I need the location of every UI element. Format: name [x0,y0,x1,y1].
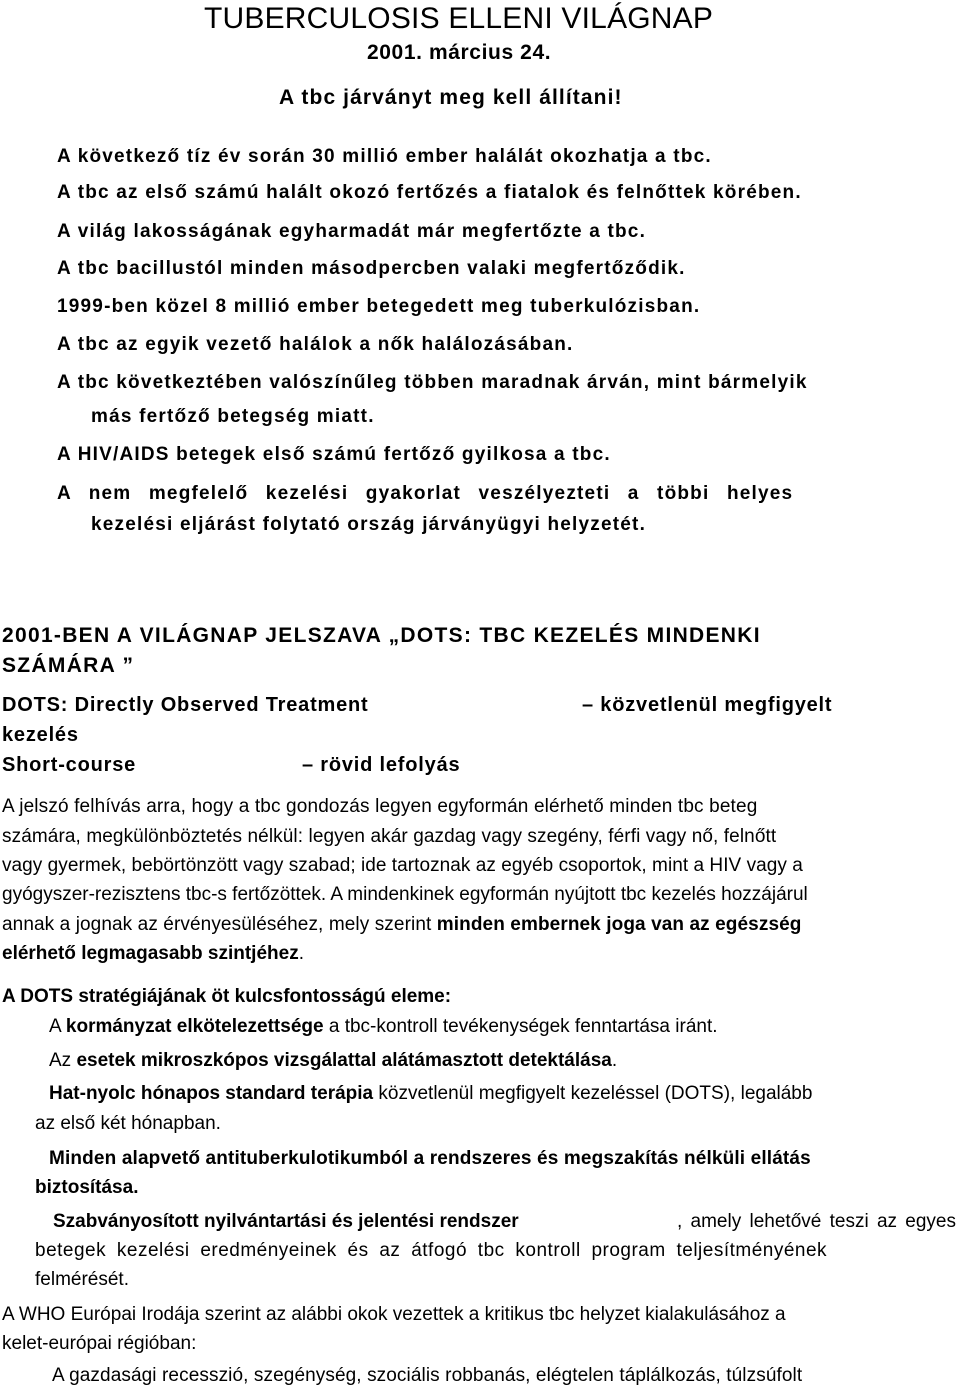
dots-short-translation: – rövid lefolyás [302,754,461,776]
element-item-5 [53,1211,956,1233]
slogan-line-2: SZÁMÁRA ” [2,654,135,677]
who-paragraph-line: A gazdasági recesszió, szegénység, szociális robbanás, elégtelen táplálkozás, túlzsúfolt [52,1365,803,1386]
dots-term: DOTS: Directly Observed Treatment [2,694,369,716]
document-date: 2001. március 24. [367,41,552,64]
fact-line-justified [57,483,957,505]
element-item-4: Minden alapvető antituberkulotikumból a rendszeres és megszakítás nélküli ellátás [49,1148,811,1169]
fact-line: A következő tíz év során 30 millió ember halálát okozhatja a tbc. [57,146,712,167]
element-item-2 [49,1050,617,1072]
element-text: közvetlenül megfigyelt kezeléssel (DOTS), legalább [373,1083,813,1104]
element-item-4-cont: biztosítása. [35,1177,139,1198]
element-item-3 [49,1083,812,1105]
element-item-1 [49,1016,718,1038]
who-paragraph-line: A WHO Európai Irodája szerint az alábbi okok vezettek a kritikus tbc helyzet kialakulásához a [2,1304,786,1325]
element-bold-text: Szabványosított nyilvántartási és jelentési rendszer [53,1211,519,1232]
fact-line: 1999-ben közel 8 millió ember betegedett meg tuberkulózisban. [57,296,701,317]
paragraph-line [2,943,304,965]
paragraph-line: gyógyszer-rezisztens tbc-s fertőzöttek. A mindenkinek egyformán nyújtott tbc kezelés hozzájárul [2,884,808,905]
slogan-line-1: 2001-BEN A VILÁGNAP JELSZAVA „DOTS: TBC KEZELÉS MINDENKI [2,624,761,647]
paragraph-line: A jelszó felhívás arra, hogy a tbc gondozás legyen egyformán elérhető minden tbc beteg [2,796,758,817]
element-text: a tbc-kontroll tevékenységek fenntartása iránt. [323,1016,718,1037]
fact-line: A HIV/AIDS betegek első számú fertőző gyilkosa a tbc. [57,444,611,465]
element-bold-text: Hat-nyolc hónapos standard terápia [49,1083,374,1104]
element-text: Az [49,1050,77,1071]
fact-line: A tbc az első számú halált okozó fertőzés a fiatalok és felnőttek körében. [57,182,802,203]
element-item-5-cont: felmérését. [35,1269,129,1290]
fact-line: A tbc az egyik vezető halálok a nők halálozásában. [57,334,574,355]
dots-translation: – közvetlenül megfigyelt [582,694,833,716]
paragraph-line [2,914,801,936]
dots-translation-cont: kezelés [2,724,79,746]
element-item-3-cont: az első két hónapban. [35,1113,221,1134]
document-title: TUBERCULOSIS ELLENI VILÁGNAP [204,2,714,35]
paragraph-text: . [298,943,304,964]
paragraph-line: számára, megkülönböztetés nélkül: legyen akár gazdag vagy szegény, férfi vagy nő, felnőtt [2,826,777,847]
paragraph-text: annak a jognak az érvényesüléséhez, mely szerint [2,914,437,935]
paragraph-line: vagy gyermek, bebörtönzött vagy szabad; ide tartoznak az egyéb csoportok, mint a HIV vagy a [2,855,803,876]
element-bold-text: esetek mikroszkópos vizsgálattal alátámasztott detektálása [76,1050,612,1071]
fact-line: kezelési eljárást folytató ország járványügyi helyzetét. [91,514,647,535]
fact-line: más fertőző betegség miatt. [91,406,375,427]
elements-heading: A DOTS stratégiájának öt kulcsfontosságú eleme: [2,986,452,1007]
paragraph-bold-text: elérhető legmagasabb szintjéhez [2,943,299,964]
fact-line: A tbc bacillustól minden másodpercben valaki megfertőződik. [57,258,686,279]
element-text: , amely lehetővé teszi az egyes [676,1211,956,1232]
who-paragraph-line: kelet-európai régióban: [2,1333,197,1354]
element-text: A [49,1016,66,1037]
paragraph-bold-text: minden embernek joga van az egészség [436,914,802,935]
element-bold-text: kormányzat elkötelezettsége [65,1016,324,1037]
dots-short: Short-course [2,754,137,776]
fact-line: A tbc következtében valószínűleg többen maradnak árván, mint bármelyik [57,372,808,393]
element-item-5-cont: betegek kezelési eredményeinek és az átfogó tbc kontroll program teljesítményének [35,1240,828,1261]
element-text: . [611,1050,618,1071]
fact-text: A nem megfelelő kezelési gyakorlat veszélyezteti a többi helyes [57,483,794,504]
document-motto: A tbc járványt meg kell állítani! [279,86,623,109]
fact-line: A világ lakosságának egyharmadát már megfertőzte a tbc. [57,221,647,242]
